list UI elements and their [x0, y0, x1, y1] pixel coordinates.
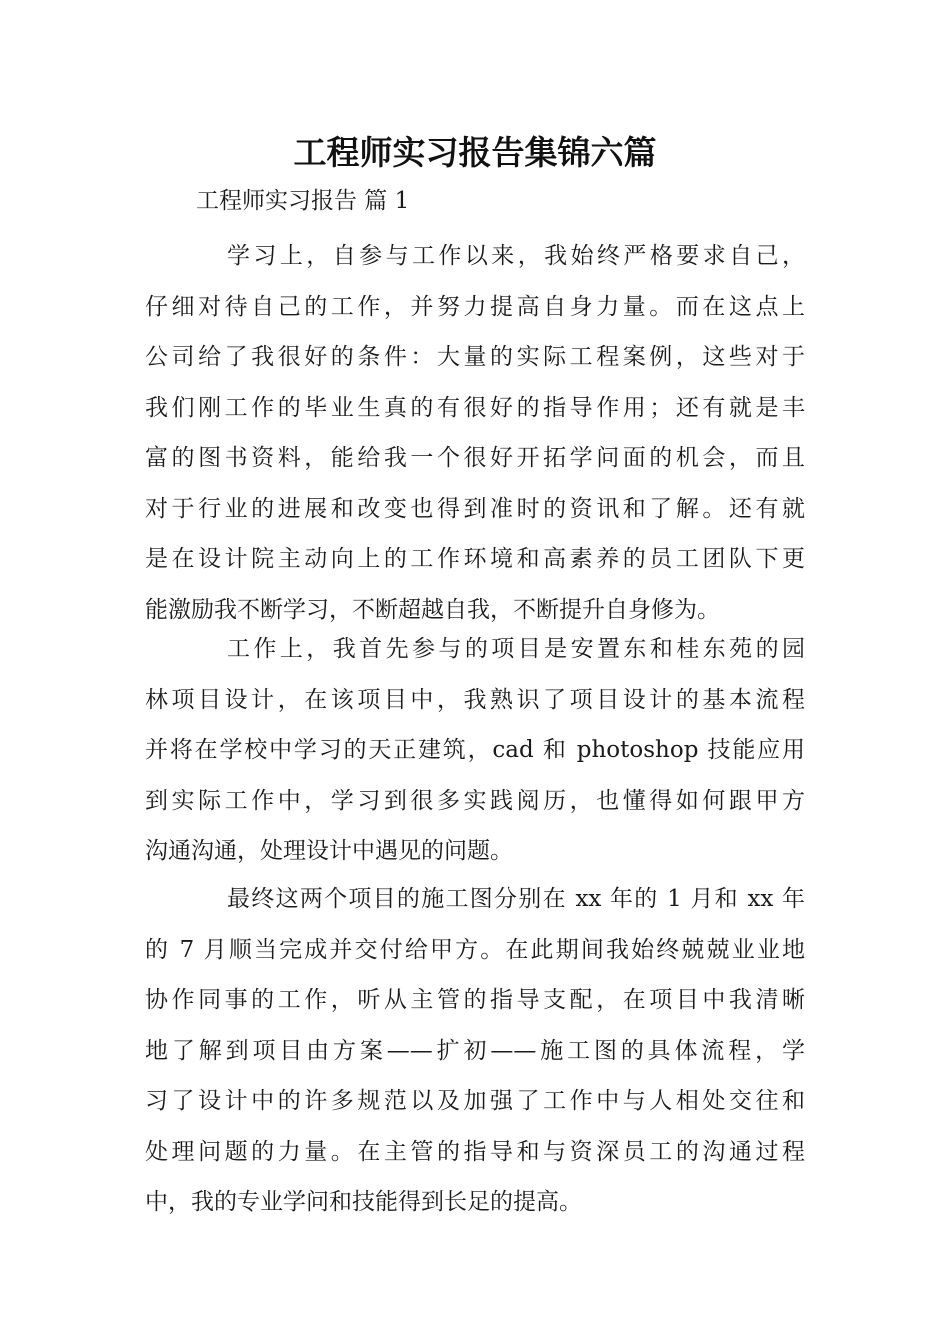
paragraph-line: 到实际工作中，学习到很多实践阅历，也懂得如何跟甲方 [145, 787, 805, 814]
paragraph-line: 习了设计中的许多规范以及加强了工作中与人相处交往和 [145, 1088, 805, 1114]
paragraph-1 [145, 231, 805, 635]
paragraph-line: 林项目设计，在该项目中，我熟识了项目设计的基本流程 [145, 686, 805, 713]
paragraph-line: 处理问题的力量。在主管的指导和与资深员工的沟通过程 [145, 1138, 805, 1165]
paragraph-line: 协作同事的工作，听从主管的指导支配，在项目中我清晰 [145, 987, 805, 1013]
paragraph-line: 的 7 月顺当完成并交付给甲方。在此期间我始终兢兢业业地 [145, 936, 805, 963]
paragraph-line: 工作上，我首先参与的项目是安置东和桂东苑的园 [227, 636, 805, 662]
paragraph-line: 仔细对待自己的工作，并努力提高自身力量。而在这点上 [145, 293, 805, 320]
section-heading: 工程师实习报告 篇 1 [196, 188, 410, 214]
paragraph-line: 对于行业的进展和改变也得到准时的资讯和了解。还有就 [145, 495, 805, 522]
document-title: 工程师实习报告集锦六篇 [293, 133, 657, 172]
paragraph-3 [145, 874, 805, 1228]
paragraph-line: 最终这两个项目的施工图分别在 xx 年的 1 月和 xx 年 [227, 886, 805, 912]
paragraph-line: 中，我的专业学问和技能得到长足的提高。 [145, 1189, 582, 1215]
paragraph-line: 沟通沟通，处理设计中遇见的问题。 [145, 838, 513, 864]
paragraph-line: 我们刚工作的毕业生真的有很好的指导作用；还有就是丰 [145, 394, 805, 421]
paragraph-line: 地了解到项目由方案——扩初——施工图的具体流程，学 [145, 1037, 805, 1064]
paragraph-line: 公司给了我很好的条件：大量的实际工程案例，这些对于 [145, 344, 805, 370]
paragraph-line: 富的图书资料，能给我一个很好开拓学问面的机会，而且 [145, 445, 805, 471]
paragraph-2 [145, 624, 805, 877]
paragraph-line: 是在设计院主动向上的工作环境和高素养的员工团队下更 [145, 546, 805, 572]
paragraph-line: 学习上，自参与工作以来，我始终严格要求自己， [227, 243, 805, 269]
paragraph-line: 并将在学校中学习的天正建筑，cad 和 photoshop 技能应用 [145, 737, 805, 763]
paragraph-line: 能激励我不断学习，不断超越自我，不断提升自身修为。 [145, 596, 720, 623]
